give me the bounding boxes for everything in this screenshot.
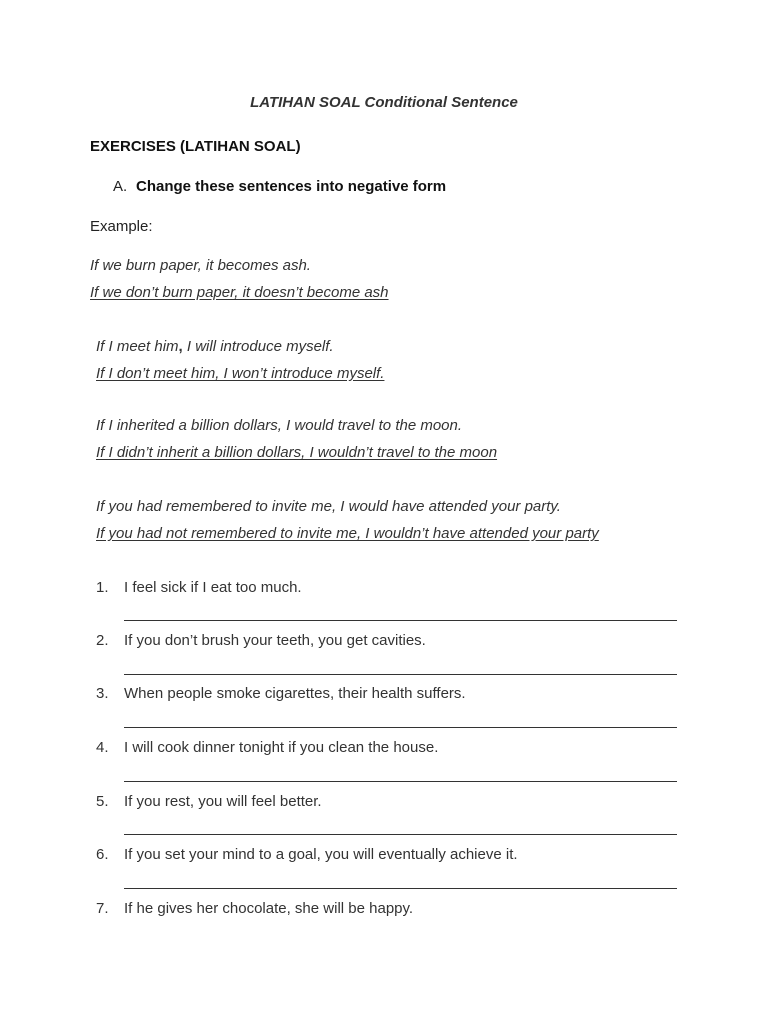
- example-sentence: If we burn paper, it becomes ash.: [90, 257, 311, 274]
- answer-line[interactable]: [124, 781, 677, 782]
- sample-sentence: If you had remembered to invite me, I would have attended your party.: [96, 498, 561, 515]
- answer-line[interactable]: [124, 727, 677, 728]
- section-title: Change these sentences into negative form: [136, 178, 447, 195]
- question-number: 5.: [96, 793, 109, 810]
- question-text: If you don’t brush your teeth, you get cavities.: [124, 632, 426, 649]
- sample-sentence-comma: ,: [178, 338, 183, 355]
- sample-sentence: If I inherited a billion dollars, I would travel to the moon.: [96, 417, 463, 434]
- question-number: 6.: [96, 846, 109, 863]
- question-text: I feel sick if I eat too much.: [124, 579, 302, 596]
- sample-sentence-part: If I meet him: [96, 338, 179, 355]
- question-number: 3.: [96, 685, 109, 702]
- example-answer: If we don’t burn paper, it doesn’t become ash: [90, 284, 389, 301]
- question-number: 1.: [96, 579, 109, 596]
- answer-line[interactable]: [124, 834, 677, 835]
- section-marker: A.: [113, 178, 128, 195]
- question-text: If he gives her chocolate, she will be happy.: [124, 900, 414, 917]
- document-title: LATIHAN SOAL Conditional Sentence: [250, 94, 518, 111]
- example-label: Example:: [90, 218, 153, 235]
- question-text: I will cook dinner tonight if you clean the house.: [124, 739, 439, 756]
- sample-answer: If you had not remembered to invite me, I wouldn’t have attended your party: [96, 525, 599, 542]
- sample-answer: If I don’t meet him, I won’t introduce myself.: [96, 365, 385, 382]
- sample-sentence-part: I will introduce myself.: [182, 338, 334, 355]
- question-number: 2.: [96, 632, 109, 649]
- question-number: 4.: [96, 739, 109, 756]
- exercises-heading: EXERCISES (LATIHAN SOAL): [90, 138, 301, 155]
- question-number: 7.: [96, 900, 109, 917]
- sample-sentence: [96, 339, 334, 354]
- answer-line[interactable]: [124, 674, 677, 675]
- question-text: When people smoke cigarettes, their health suffers.: [124, 685, 466, 702]
- sample-answer: If I didn’t inherit a billion dollars, I wouldn’t travel to the moon: [96, 444, 498, 461]
- question-text: If you rest, you will feel better.: [124, 793, 322, 810]
- answer-line[interactable]: [124, 888, 677, 889]
- question-text: If you set your mind to a goal, you will eventually achieve it.: [124, 846, 518, 863]
- answer-line[interactable]: [124, 620, 677, 621]
